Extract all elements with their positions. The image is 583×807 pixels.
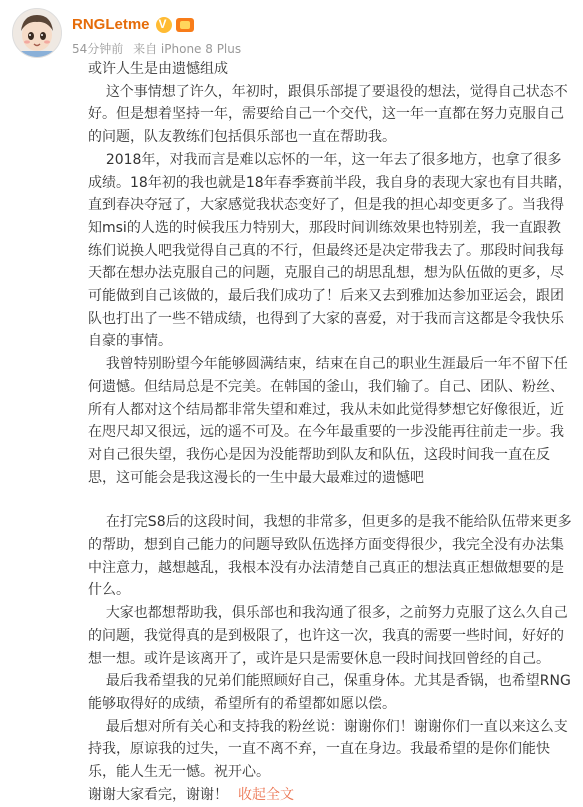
paragraph: 大家也都想帮助我，俱乐部也和我沟通了很多，之前努力克服了这么久自己的问题，我觉得真的是到极限了，也许这一次，我真的需要一些时间，好好的想一想。或许是该离开了，或许是只是需要休息一段时间找回曾经的自己。 [88,605,568,667]
post-header [12,8,572,58]
paragraph: 在打完S8后的这段时间，我想的非常多，但更多的是我不能给队伍带来更多的帮助，想到自己能力的问题导致队伍选择方面变得很少，我完全没有办法集中注意力，越想越乱，我根本没有办法清楚自己真正的想法真正想做想要的是什么。 [88,514,572,599]
closing-line [88,784,572,807]
paragraph: 这个事情想了许久，年初时，跟俱乐部提了要退役的想法，觉得自己状态不好。但是想着坚持一年，需要给自己一个交代，这一年一直都在努力克服自己的问题，队友教练们包括俱乐部也一直在帮助我。 [88,83,568,146]
post-content [88,58,572,807]
post-source: 来自 iPhone 8 Plus [133,42,242,56]
post-meta [72,40,247,57]
verified-badge-icon [156,17,172,33]
paragraph: 最后我希望我的兄弟们能照顾好自己，保重身体。尤其是香锅，也希望RNG能够取得好的成绩，希望所有的希望都如愿以偿。 [88,673,571,712]
avatar-cartoon-icon [13,9,61,57]
avatar[interactable] [12,8,62,58]
post-title-line: 或许人生是由遗憾组成 [88,61,228,77]
paragraph: 我曾特别盼望今年能够圆满结束，结束在自己的职业生涯最后一年不留下任何遗憾。但结局总是不完美。在韩国的釜山，我们输了。自己、团队、粉丝、所有人都对这个结局都非常失望和难过，我从未如此觉得梦想它好像很近，近在咫尺却又很远，远的遥不可及。在今年最重要的一步没能再往前走一步。我对自己很失望，我伤心是因为没能帮助到队友和队伍，这段时间我一直在反思，这可能会是我这漫长的一生中最大最难过的遗憾吧 [88,356,568,486]
paragraph: 最后想对所有关心和支持我的粉丝说：谢谢你们！谢谢你们一直以来这么支持我，原谅我的过失，一直不离不弃，一直在身边。我最希望的是你们能快乐，能人生无一憾。祝开心。 [88,718,568,781]
member-crown-icon[interactable] [176,18,194,32]
name-row [72,16,194,33]
username[interactable]: RNGLetme [72,16,150,33]
post-time[interactable]: 54分钟前 [72,42,124,56]
closing-text: 谢谢大家看完，谢谢！ [88,786,228,803]
paragraph: 2018年，对我而言是难以忘怀的一年，这一年去了很多地方，也拿了很多成绩。18年初的我也就是18年春季赛前半段，我自身的表现大家也有目共睹，直到春决夺冠了，大家感觉我状态变好了，但是我的担心却变更多了。当我得知msi的人选的时候我压力特别大，那段时间训练效果也特别差，我一直跟教练们说换人吧我觉得自己真的不行，但最终还是决定带我去了。那段时间我每天都在想办法克服自己的问题，克服自己的胡思乱想，想为队伍做的更多，尽可能做到自己该做的，最后我们成功了！后来又去到雅加达参加亚运会，跟团队也打出了一些不错成绩，也得到了大家的喜爱，对于我而言这都是令我快乐自豪的事情。 [88,151,572,350]
collapse-full-text-link[interactable]: 收起全文 [238,786,294,803]
